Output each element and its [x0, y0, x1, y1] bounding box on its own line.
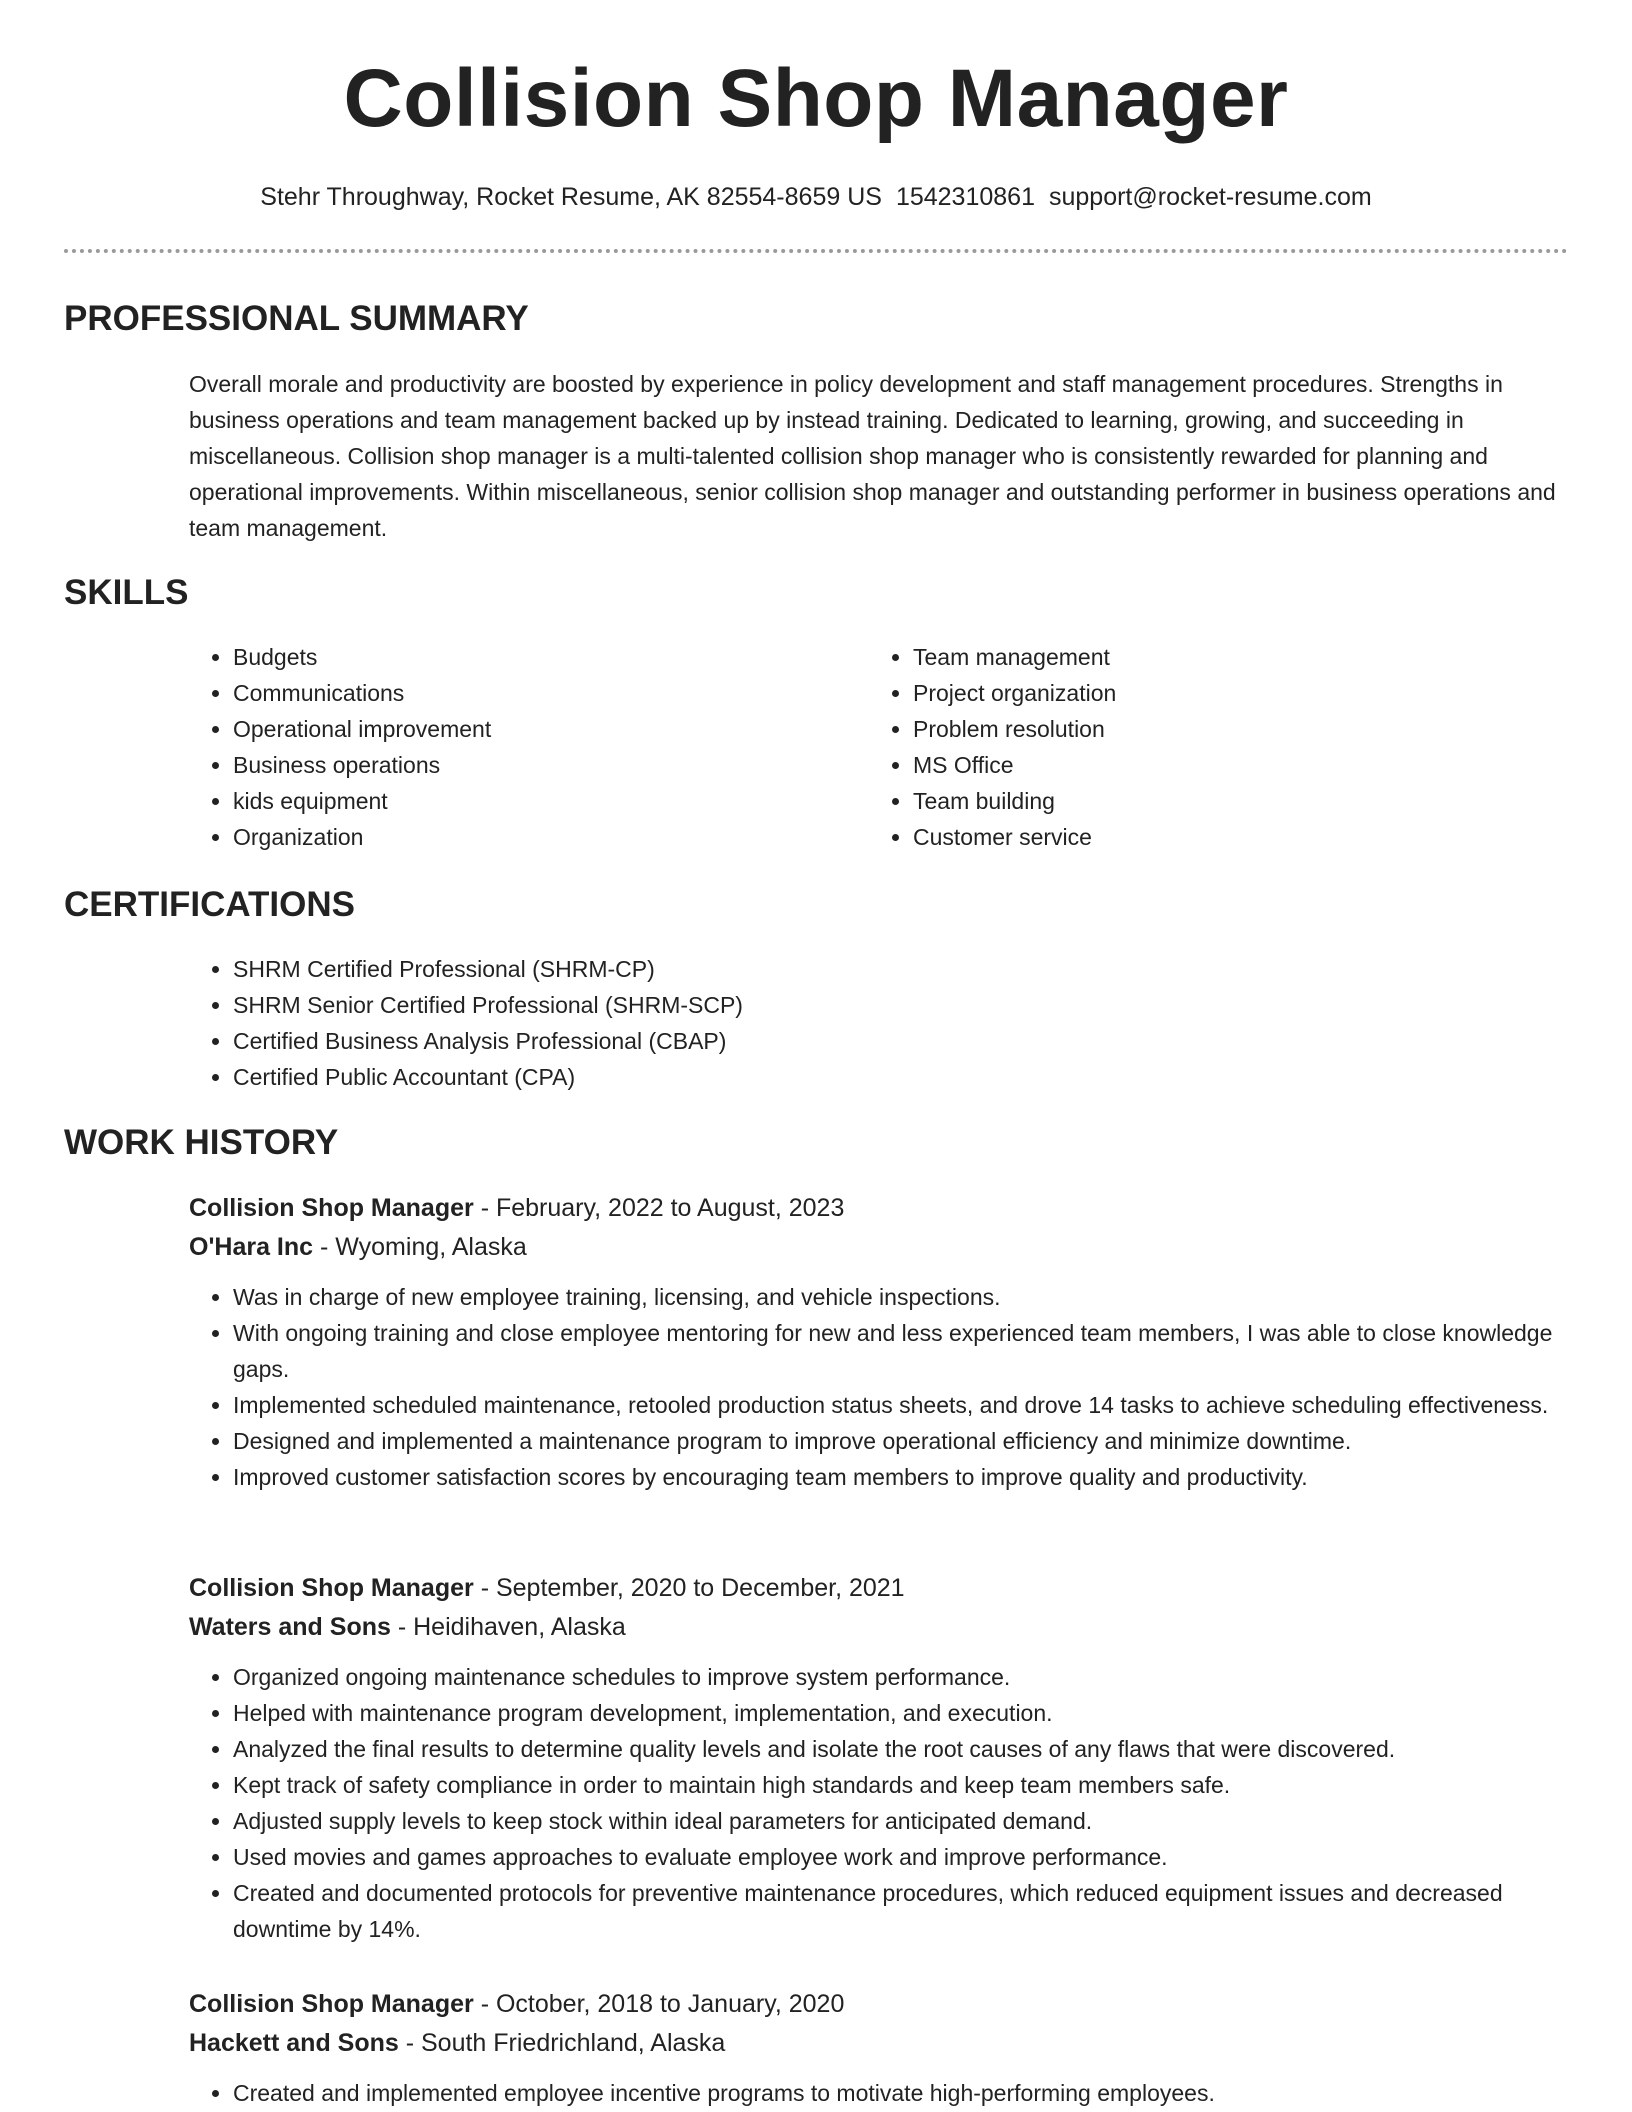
job-company: Waters and Sons	[189, 1613, 391, 1641]
job-bullet: • Helped with maintenance program development, implementation, and execution.	[233, 1695, 1559, 1731]
certification-item: • SHRM Senior Certified Professional (SHRM-SCP)	[233, 987, 1559, 1023]
skill-item: • kids equipment	[233, 783, 789, 819]
job-dates: - October, 2018 to January, 2020	[473, 1990, 845, 2018]
skill-item: • Project organization	[913, 675, 1469, 711]
job-bullet: • Analyzed the final results to determine quality levels and isolate the root causes of any flaws that were discovered.	[233, 1731, 1559, 1767]
section-title-certifications: CERTIFICATIONS	[64, 885, 356, 924]
job-company-line	[189, 2024, 1559, 2063]
job-location: - South Friedrichland, Alaska	[398, 2029, 726, 2057]
job-bullet: • Designed and implemented a maintenance program to improve operational efficiency and minimize downtime.	[233, 1423, 1559, 1459]
job-entry	[189, 1985, 1559, 2111]
job-title-line	[189, 1569, 1559, 1608]
certifications-list	[189, 951, 1559, 1095]
section-title-work-history: WORK HISTORY	[64, 1123, 339, 1162]
contact-line	[0, 181, 1632, 214]
resume-name: Collision Shop Manager	[343, 53, 1289, 144]
job-dates: - February, 2022 to August, 2023	[473, 1194, 845, 1222]
skill-item: • Organization	[233, 819, 789, 855]
job-company-line	[189, 1228, 1559, 1267]
job-dates: - September, 2020 to December, 2021	[473, 1574, 905, 1602]
job-location: - Wyoming, Alaska	[313, 1233, 527, 1261]
job-company: O'Hara Inc	[189, 1233, 314, 1261]
job-company: Hackett and Sons	[189, 2029, 399, 2057]
header-divider	[64, 249, 1568, 253]
job-title-line	[189, 1985, 1559, 2024]
skill-item: • Operational improvement	[233, 711, 789, 747]
section-title-skills: SKILLS	[64, 573, 189, 612]
job-bullets	[189, 1279, 1559, 1495]
certification-item: • SHRM Certified Professional (SHRM-CP)	[233, 951, 1559, 987]
skill-item: • Budgets	[233, 639, 789, 675]
job-role: Collision Shop Manager	[189, 1194, 474, 1222]
contact-phone: 1542310861	[895, 183, 1035, 211]
skill-item: • Customer service	[913, 819, 1469, 855]
job-title-line	[189, 1189, 1559, 1228]
job-bullets	[189, 1659, 1559, 1947]
job-bullet: • Adjusted supply levels to keep stock within ideal parameters for anticipated demand.	[233, 1803, 1559, 1839]
contact-address: Stehr Throughway, Rocket Resume, AK 82554-8659 US	[260, 183, 882, 211]
job-bullet: • With ongoing training and close employee mentoring for new and less experienced team members, I was able to close knowledge gaps.	[233, 1315, 1559, 1387]
job-role: Collision Shop Manager	[189, 1990, 474, 2018]
job-bullet: • Kept track of safety compliance in order to maintain high standards and keep team members safe.	[233, 1767, 1559, 1803]
skill-item: • Team building	[913, 783, 1469, 819]
job-bullet: • Improved customer satisfaction scores by encouraging team members to improve quality and productivity.	[233, 1459, 1559, 1495]
job-location: - Heidihaven, Alaska	[390, 1613, 626, 1641]
job-bullet: • Organized ongoing maintenance schedules to improve system performance.	[233, 1659, 1559, 1695]
job-entry	[189, 1569, 1559, 1947]
section-title-summary: PROFESSIONAL SUMMARY	[64, 299, 529, 338]
job-bullet: • Created and implemented employee incentive programs to motivate high-performing employees.	[233, 2075, 1559, 2111]
skill-item: • Communications	[233, 675, 789, 711]
job-bullet: • Used movies and games approaches to evaluate employee work and improve performance.	[233, 1839, 1559, 1875]
skill-item: • MS Office	[913, 747, 1469, 783]
contact-email: support@rocket-resume.com	[1048, 183, 1372, 211]
job-entry	[189, 1189, 1559, 1495]
certification-item: • Certified Business Analysis Professional (CBAP)	[233, 1023, 1559, 1059]
skill-item: • Team management	[913, 639, 1469, 675]
skills-left-column	[189, 639, 789, 855]
job-bullets	[189, 2075, 1559, 2111]
job-bullet: • Implemented scheduled maintenance, retooled production status sheets, and drove 14 tasks to achieve scheduling effectiveness.	[233, 1387, 1559, 1423]
skills-right-column	[869, 639, 1469, 855]
job-role: Collision Shop Manager	[189, 1574, 474, 1602]
job-bullet: • Created and documented protocols for preventive maintenance procedures, which reduced equipment issues and decreased downtime by 14%.	[233, 1875, 1559, 1947]
summary-text: Overall morale and productivity are boosted by experience in policy development and staff management procedures. Strengths in business operations and team management backed up by instead training. Dedicated to learning, growing, and succeeding in miscellaneous. Collision shop manager is a multi-talented collision shop manager who is consistently rewarded for planning and operational improvements. Within miscellaneous, senior collision shop manager and outstanding performer in business operations and team management.	[189, 371, 1556, 541]
job-bullet: • Was in charge of new employee training, licensing, and vehicle inspections.	[233, 1279, 1559, 1315]
skill-item: • Business operations	[233, 747, 789, 783]
certification-item: • Certified Public Accountant (CPA)	[233, 1059, 1559, 1095]
job-company-line	[189, 1608, 1559, 1647]
skill-item: • Problem resolution	[913, 711, 1469, 747]
